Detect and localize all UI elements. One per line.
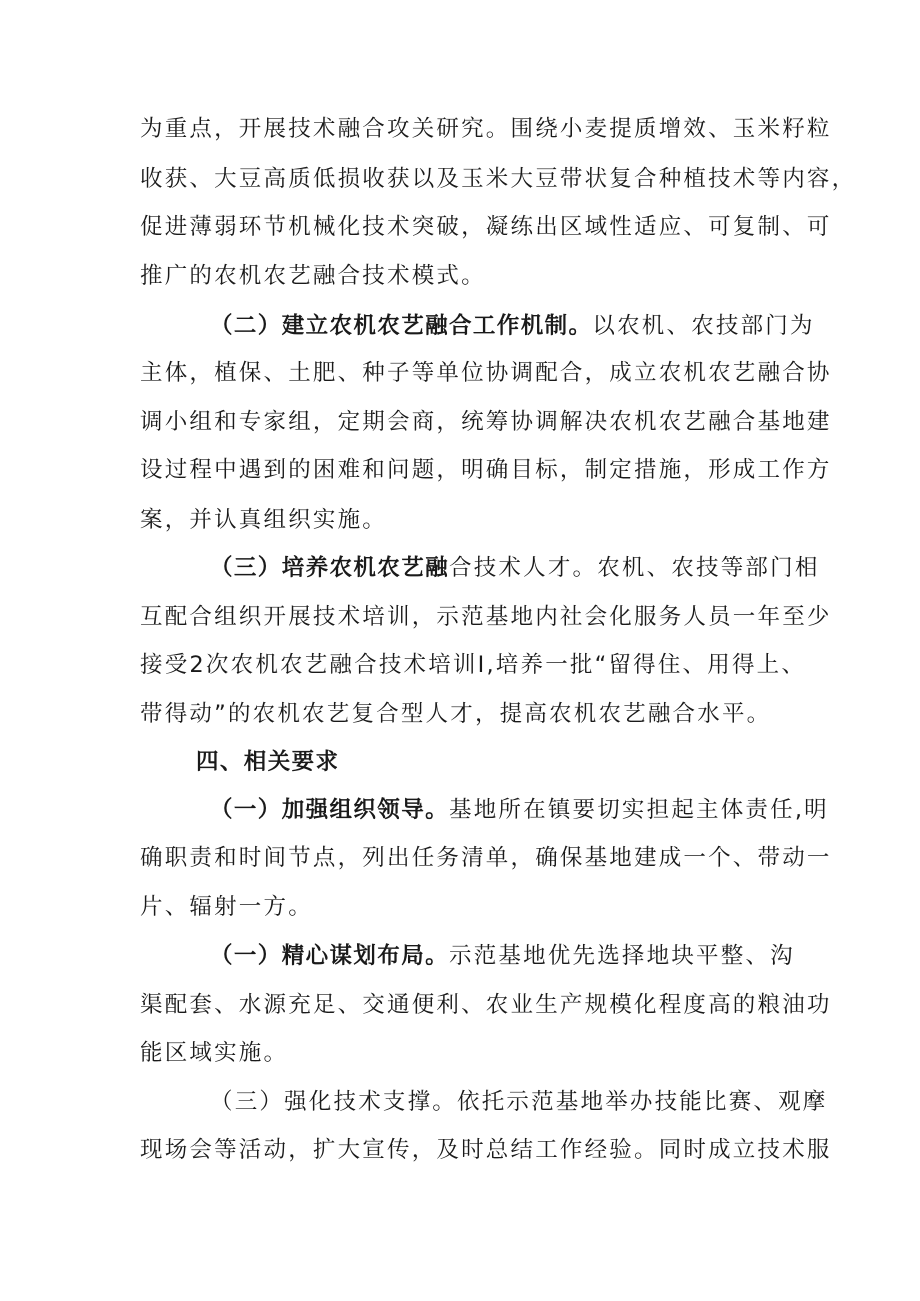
section-heading: （一）精心谋划布局。 <box>210 943 450 969</box>
body-line: 带得动”的农机农艺复合型人才，提高农机农艺融合水平。 <box>140 701 772 727</box>
section-heading: （三）培养农机农艺融 <box>210 555 450 581</box>
body-line: 主体，植保、土肥、种子等单位协调配合，成立农机农艺融合协 <box>140 360 832 386</box>
section-heading-line: （三）培养农机农艺融合技术人才。农机、农技等部门相 <box>210 555 820 581</box>
chapter-heading: 四、相关要求 <box>196 749 340 775</box>
body-line: 案，并认真组织实施。 <box>140 507 388 533</box>
body-line: 调小组和专家组，定期会商，统筹协调解决农机农艺融合基地建 <box>140 409 832 435</box>
body-line: 现场会等活动，扩大宣传，及时总结工作经验。同时成立技术服 <box>140 1137 832 1163</box>
body-line: 接受2次农机农艺融合技术培训I,培养一批“留得住、用得上、 <box>140 652 807 678</box>
section-heading: （二）建立农机农艺融合工作机制。 <box>210 313 593 339</box>
body-line: 互配合组织开展技术培训，示范基地内社会化服务人员一年至少 <box>140 604 832 630</box>
body-line: 推广的农机农艺融合技术模式。 <box>140 263 486 289</box>
section-heading-line: （二）建立农机农艺融合工作机制。以农机、农技部门为 <box>210 313 815 339</box>
body-line: 促进薄弱环节机械化技术突破，凝练出区域性适应、可复制、可 <box>140 214 832 240</box>
chapter-heading-line <box>196 747 339 777</box>
body-line: 设过程中遇到的困难和问题，明确目标，制定措施，形成工作方 <box>140 457 832 483</box>
body-line: 渠配套、水源充足、交通便利、农业生产规模化程度高的粮油功 <box>140 992 832 1018</box>
body-line: 确职责和时间节点，列出任务清单，确保基地建成一个、带动一 <box>140 845 832 871</box>
body-line: 为重点，开展技术融合攻关研究。围绕小麦提质增效、玉米籽粒 <box>140 116 832 142</box>
body-line: 能区域实施。 <box>140 1040 289 1066</box>
body-line: （三）强化技术支撑。依托示范基地举办技能比赛、观摩 <box>210 1089 828 1115</box>
body-line: 片、辐射一方。 <box>140 894 313 920</box>
section-heading-line: （一）加强组织领导。基地所在镇要切实担起主体责任,明 <box>210 797 829 823</box>
section-heading: （一）加强组织领导。 <box>210 797 450 823</box>
section-heading-line: （一）精心谋划布局。示范基地优先选择地块平整、沟 <box>210 943 795 969</box>
body-line: 收获、大豆高质低损收获以及玉米大豆带状复合种植技术等内容， <box>140 166 857 192</box>
